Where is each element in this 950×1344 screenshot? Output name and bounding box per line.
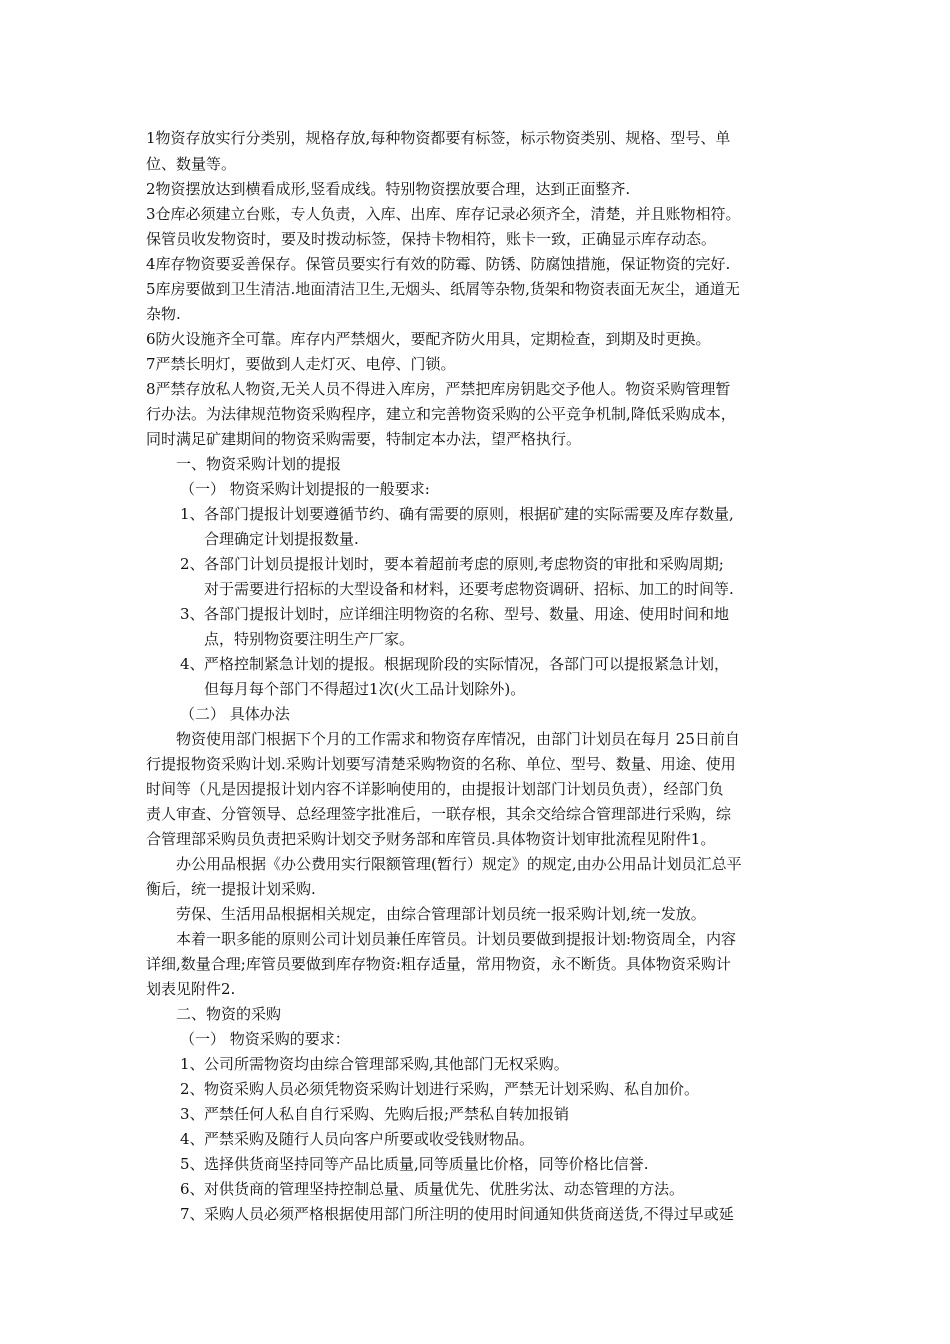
s2-item-5-number: 5、 bbox=[180, 1155, 205, 1173]
para-4-line-1: 本着一职多能的原则公司计划员兼任库管员。计划员要做到提报计划:物资周全，内容 bbox=[176, 930, 737, 948]
s2-item-1-text: 公司所需物资均由综合管理部采购,其他部门无权采购。 bbox=[204, 1055, 569, 1073]
rule-3-line-1: 3仓库必须建立台账，专人负责，入库、出库、库存记录必须齐全，清楚，并且账物相符。 bbox=[146, 205, 741, 223]
s1-item-3-number: 3、 bbox=[180, 605, 205, 623]
s1-item-3-line-1: 各部门提报计划时，应详细注明物资的名称、型号、数量、用途、使用时间和地 bbox=[204, 605, 730, 623]
rule-5-line-2: 杂物. bbox=[146, 305, 181, 323]
section-1-sub-1-heading: （一） 物资采购计划提报的一般要求: bbox=[180, 480, 430, 498]
s1-item-2-number: 2、 bbox=[180, 555, 205, 573]
para-3: 劳保、生活用品根据相关规定，由综合管理部计划员统一报采购计划,统一发放。 bbox=[176, 905, 706, 923]
rule-6: 6防火设施齐全可靠。库存内严禁烟火，要配齐防火用具，定期检查，到期及时更换。 bbox=[146, 330, 711, 348]
s1-item-1-line-1: 各部门提报计划要遵循节约、确有需要的原则，根据矿建的实际需要及库存数量, bbox=[204, 505, 734, 523]
para-1-line-4: 责人审查、分管领导、总经理签字批准后，一联存根，其余交给综合管理部进行采购，综 bbox=[146, 805, 732, 823]
para-4-line-3: 划表见附件2. bbox=[146, 980, 236, 998]
rule-2: 2物资摆放达到横看成形,竖看成线。特别物资摆放要合理，达到正面整齐. bbox=[146, 180, 631, 198]
s2-item-2-number: 2、 bbox=[180, 1080, 205, 1098]
section-1-heading: 一、物资采购计划的提报 bbox=[176, 455, 342, 473]
s1-item-4-number: 4、 bbox=[180, 655, 205, 673]
rule-7: 7严禁长明灯，要做到人走灯灭、电停、门锁。 bbox=[146, 355, 456, 373]
s2-item-3-text: 严禁任何人私自自行采购、先购后报;严禁私自转加报销 bbox=[204, 1105, 570, 1123]
rule-4: 4库存物资要妥善保存。保管员要实行有效的防霉、防锈、防腐蚀措施，保证物资的完好. bbox=[146, 255, 731, 273]
s1-item-4-line-2: 但每月每个部门不得超过1次(火工品计划除外)。 bbox=[204, 680, 526, 698]
s2-item-2-text: 物资采购人员必须凭物资采购计划进行采购，严禁无计划采购、私自加价。 bbox=[204, 1080, 700, 1098]
s2-item-4-text: 严禁采购及随行人员向客户所要或收受钱财物品。 bbox=[204, 1130, 535, 1148]
s1-item-3-line-2: 点，特别物资要注明生产厂家。 bbox=[204, 630, 415, 648]
s2-item-7-text: 采购人员必须严格根据使用部门所注明的使用时间通知供货商送货,不得过早或延 bbox=[204, 1205, 734, 1223]
para-2-line-1: 办公用品根据《办公费用实行限额管理(暂行）规定》的规定,由办公用品计划员汇总平 bbox=[176, 855, 742, 873]
s2-item-5-text: 选择供货商坚持同等产品比质量,同等质量比价格，同等价格比信誉. bbox=[204, 1155, 649, 1173]
s2-item-6-text: 对供货商的管理坚持控制总量、质量优先、优胜劣汰、动态管理的方法。 bbox=[204, 1180, 685, 1198]
section-2-heading: 二、物资的采购 bbox=[176, 1005, 282, 1023]
s2-item-7-number: 7、 bbox=[180, 1205, 205, 1223]
rule-1-line-1: 1物资存放实行分类别，规格存放,每种物资都要有标签，标示物资类别、规格、型号、单 bbox=[146, 129, 731, 147]
rule-5-line-1: 5库房要做到卫生清洁.地面清洁卫生,无烟头、纸屑等杂物,货架和物资表面无灰尘，通道无 bbox=[146, 280, 740, 298]
s1-item-2-line-2: 对于需要进行招标的大型设备和材料，还要考虑物资调研、招标、加工的时间等. bbox=[204, 580, 734, 598]
rule-8-line-1: 8严禁存放私人物资,无关人员不得进入库房，严禁把库房钥匙交予他人。物资采购管理暂 bbox=[146, 380, 731, 398]
s1-item-2-line-1: 各部门计划员提报计划时，要本着超前考虑的原则,考虑物资的审批和采购周期; bbox=[204, 555, 724, 573]
s2-item-6-number: 6、 bbox=[180, 1180, 205, 1198]
rule-8-line-3: 同时满足矿建期间的物资采购需要，特制定本办法，望严格执行。 bbox=[146, 430, 582, 448]
rule-8-line-2: 行办法。为法律规范物资采购程序，建立和完善物资采购的公平竞争机制,降低采购成本， bbox=[146, 405, 736, 423]
rule-1-line-2: 位、数量等。 bbox=[146, 155, 237, 173]
s1-item-4-line-1: 严格控制紧急计划的提报。根据现阶段的实际情况，各部门可以提报紧急计划， bbox=[204, 655, 730, 673]
para-1-line-5: 合管理部采购员负责把采购计划交予财务部和库管员.具体物资计划审批流程见附件1。 bbox=[146, 830, 716, 848]
s2-item-1-number: 1、 bbox=[180, 1055, 205, 1073]
s2-item-4-number: 4、 bbox=[180, 1130, 205, 1148]
s1-item-1-number: 1、 bbox=[180, 505, 205, 523]
s2-item-3-number: 3、 bbox=[180, 1105, 205, 1123]
rule-3-line-2: 保管员收发物资时，要及时拨动标签，保持卡物相符，账卡一致，正确显示库存动态。 bbox=[146, 230, 717, 248]
para-4-line-2: 详细,数量合理;库管员要做到库存物资:粗存适量，常用物资，永不断货。具体物资采购计 bbox=[146, 955, 731, 973]
para-1-line-2: 行提报物资采购计划.采购计划要写清楚采购物资的名称、单位、型号、数量、用途、使用 bbox=[146, 755, 736, 773]
section-2-sub-1-heading: （一） 物资采购的要求： bbox=[180, 1030, 350, 1048]
section-1-sub-2-heading: （二） 具体办法 bbox=[180, 705, 290, 723]
s1-item-1-line-2: 合理确定计划提报数量. bbox=[204, 530, 359, 548]
para-1-line-3: 时间等（凡是因提报计划内容不详影响使用的，由提报计划部门计划员负责），经部门负 bbox=[146, 780, 724, 798]
para-2-line-2: 衡后，统一提报计划采购. bbox=[146, 880, 316, 898]
para-1-line-1: 物资使用部门根据下个月的工作需求和物资存库情况，由部门计划员在每月 25日前自 bbox=[176, 730, 740, 748]
